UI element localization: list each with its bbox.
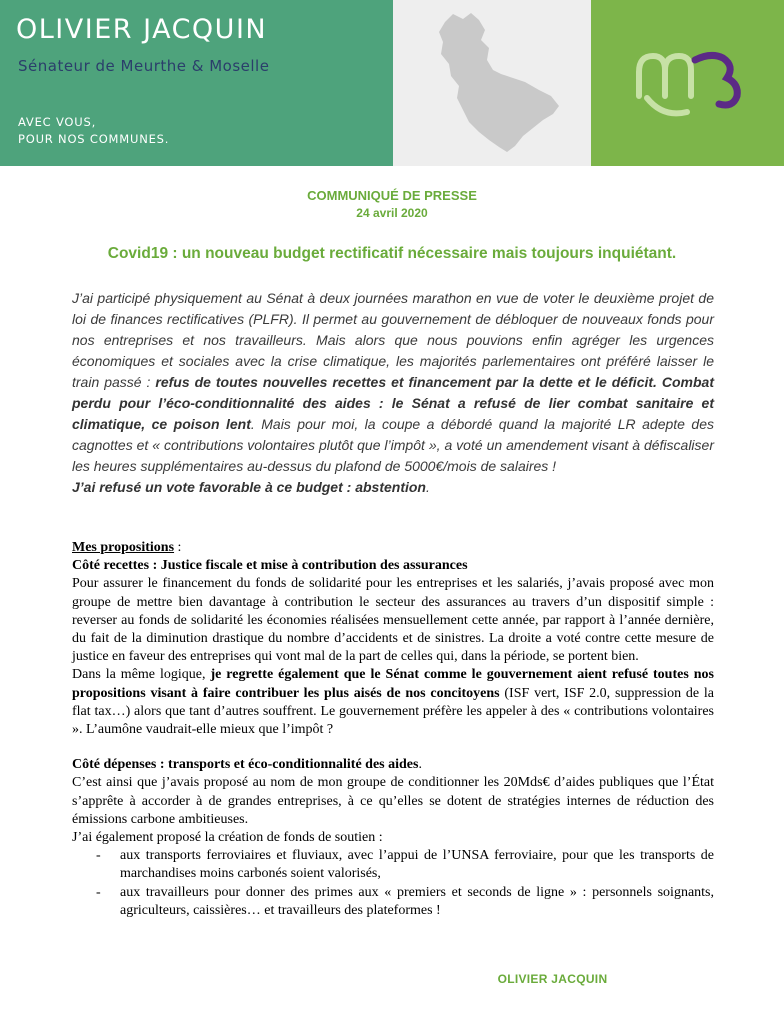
list-item [96,847,714,883]
proposals-heading [72,539,714,557]
recettes-paragraph-1: Pour assurer le financement du fonds de solidarité pour les entreprises et les salariés, j’avais proposé avec mon groupe de mettre bien davantage à contribution le secteur des assurances au travers d’un dispositif simple : reverser au fonds de solidarité les économies réalisées mensuellement cette année, par rapport à l’année dernière, du fait de la diminution drastique du nombre d’accidents et de sinistres. La droite a voté contre cette mesure de justice en faveur des entreprises qui vont mal de la part de celles qui, dans la période, se portent bien. [72,576,714,665]
meurthe-et-moselle-map-icon [393,0,591,166]
list-item-text: aux travailleurs pour donner des primes aux « premiers et seconds de ligne » : personnels soignants, agriculteurs, caissières… et travailleurs des plateformes ! [120,884,714,918]
recettes-title: Côté recettes : Justice fiscale et mise à contribution des assurances [72,558,468,574]
section-gap [72,739,714,756]
header-teal-panel [0,0,393,166]
list-dash: - [96,884,101,900]
list-dash: - [96,848,101,864]
slogan-line-2: POUR NOS COMMUNES. [18,132,170,146]
depenses-title: Côté dépenses : transports et éco-conditionnalité des aides [72,757,419,773]
list-item [96,884,714,920]
senator-name: OLIVIER JACQUIN [16,14,268,45]
proposals-section [72,539,714,920]
intro-bold-text: refus de toutes nouvelles recettes et financement par la dette et le déficit. Combat perdu pour l’éco-conditionnalité des aides : le Sénat a refusé de lier combat sanitaire et climatique, ce poison lent [72,374,714,432]
senator-role: Sénateur de Meurthe & Moselle [18,57,270,75]
depenses-paragraph-1: C’est ainsi que j’avais proposé au nom de mon groupe de conditionner les 20Mds€ d’aides publiques que l’État s’apprête à accorder à de grandes entreprises, à ce qu’elles se dotent de stratégies internes de réduction des émissions carbone ambitieuses. [72,775,714,827]
slogan [18,114,169,148]
intro-paragraph [72,288,714,498]
press-release-label: COMMUNIQUÉ DE PRESSE [307,188,477,203]
party-logo-icon [591,0,784,166]
support-funds-list [72,847,714,920]
recettes-paragraph-2 [72,666,714,739]
abstention-statement: J’ai refusé un vote favorable à ce budget : abstention [72,479,426,495]
depenses-paragraph-2: J’ai également proposé la création de fonds de soutien : [72,830,383,846]
recettes-heading [72,557,714,575]
proposals-title-colon: : [174,540,182,555]
recettes-p2-bold: je regrette également que le Sénat comme le gouvernement aient refusé toutes nos propositions visant à faire contribuer les plus aisés de nos concitoyens [72,667,714,701]
depenses-title-period: . [418,757,422,773]
proposals-title: Mes propositions [72,540,175,555]
press-release-date: 24 avril 2020 [356,206,428,220]
headline: Covid19 : un nouveau budget rectificatif nécessaire mais toujours inquiétant. [107,245,677,262]
depenses-heading [72,756,714,774]
intro-text-end: . Mais pour moi, la coupe a débordé quand la majorité LR adepte des cagnottes et « contributions volontaires plutôt que l’impôt », a voté un amendement visant à défiscaliser les heures supplémentaires au-dessus du plafond de 5000€/mois de salaires ! [72,416,714,474]
intro-text: J’ai participé physiquement au Sénat à deux journées marathon en vue de voter le deuxième projet de loi de finances rectificatives (PLFR). Il permet au gouvernement de débloquer de nouveaux fonds pour nos entreprises et nos travailleurs. Mais alors que nous pouvions enfin agréger les urgences économiques et sociales avec la crise climatique, les majorités parlementaires ont préféré laisser le train passé : [72,290,714,390]
abstention-period: . [425,479,430,495]
recettes-p2-end: (ISF vert, ISF 2.0, suppression de la flat tax…) alors que tant d’autres souffrent. Le gouvernement préfère les appeler à des « contributions volontaires ». L’aumône vaudrait-elle mieux que l’impôt ? [72,685,715,738]
list-item-text: aux transports ferroviaires et fluviaux, avec l’appui de l’UNSA ferroviaire, pour que les transports de marchandises moins carbonés soient valorisés, [120,848,714,882]
signature: OLIVIER JACQUIN [497,972,608,986]
recettes-p2-start: Dans la même logique, [72,667,211,683]
header-banner [0,0,784,166]
slogan-line-1: AVEC VOUS, [18,115,97,129]
